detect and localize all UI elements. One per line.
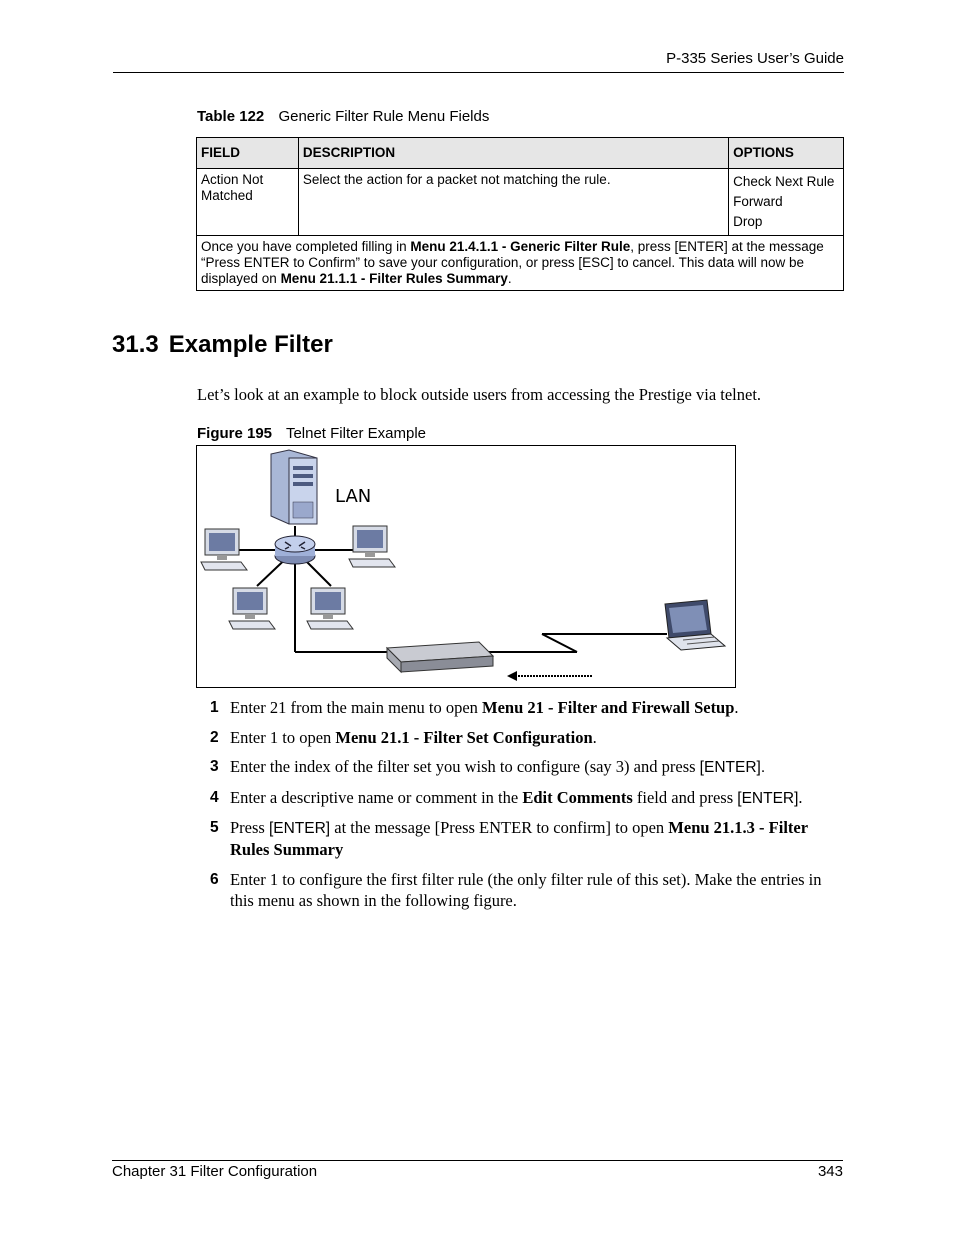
option-item: Drop [733,214,763,229]
step-item [197,697,844,718]
step-text: . [734,698,739,717]
section-title: Example Filter [168,331,333,358]
step-key: [ENTER] [268,820,331,837]
header-description: DESCRIPTION [298,138,728,169]
figure-caption [197,425,426,442]
option-item: Forward [733,194,783,209]
footer-chapter: Chapter 31 Filter Configuration [112,1163,318,1180]
prestige-device-icon [387,642,493,672]
step-text: Enter the index of the filter set you wish to configure (say 3) and press [230,757,700,776]
step-item [197,787,844,809]
step-menu-ref: Menu 21 - Filter and Firewall Setup [482,698,735,717]
step-number: 5 [210,819,219,836]
step-text: . [592,727,597,747]
step-text: at the message [Press ENTER to confirm] to open [330,818,669,837]
step-text: field and press [632,787,738,807]
step-key: [ENTER]. [699,759,766,776]
step-key: [ENTER] [737,789,799,807]
cell-options [729,169,844,236]
lan-pc-icon [349,526,395,567]
step-item [197,869,844,911]
option-item: Check Next Rule [733,174,835,189]
laptop-icon [665,600,725,650]
running-header: P-335 Series User’s Guide [113,50,844,73]
intro-paragraph: Let’s look at an example to block outside users from accessing the Prestige via telnet. [197,385,762,404]
step-menu-ref: Menu 21.1.3 - Filter Rules Summary [230,818,808,859]
table-note-row [197,236,844,291]
step-text: Press [230,818,269,837]
telnet-filter-figure [196,445,736,688]
table-caption-number: Table 122 [197,108,265,125]
lan-pc-icon [307,588,353,629]
table-caption [197,108,489,125]
step-menu-ref: Menu 21.1 - Filter Set Configuration [335,727,593,747]
step-item [197,756,844,778]
note-menu-ref: Menu 21.1.1 - Filter Rules Summary [280,271,508,286]
cell-description: Select the action for a packet not matching the rule. [298,169,728,236]
note-text: , press [ENTER] at the message “Press ENTER to Confirm” to save your configuration, or press [ESC] to cancel. This data will now be displayed on [201,239,824,286]
note-menu-ref: Menu 21.4.1.1 - Generic Filter Rule [410,239,631,254]
table-caption-text: Generic Filter Rule Menu Fields [278,108,490,125]
table-header-row [197,138,844,169]
step-number: 1 [210,699,219,716]
step-text: Enter 21 from the main menu to open [230,698,483,717]
page-footer [112,1160,843,1180]
section-number: 31.3 [112,331,159,358]
section-heading [112,331,333,359]
router-icon [275,536,315,564]
step-item [197,727,844,748]
step-number: 6 [210,870,219,888]
footer-page-number: 343 [817,1163,843,1180]
step-field-ref: Edit Comments [522,787,633,807]
step-number: 3 [210,758,219,775]
step-number: 2 [210,728,219,746]
table-note [197,236,844,291]
cell-field: Action Not Matched [197,169,299,236]
generic-filter-rule-table [196,137,844,291]
header-options: OPTIONS [729,138,844,169]
note-text: Once you have completed filling in [201,239,411,254]
lan-label: LAN [335,486,372,507]
network-diagram [197,446,737,689]
blocked-arrow-icon [507,671,593,681]
step-text: Enter a descriptive name or comment in the [230,787,523,807]
figure-caption-number: Figure 195 [197,425,273,442]
figure-caption-text: Telnet Filter Example [285,425,426,442]
server-icon [271,450,317,524]
table-row [197,169,844,236]
note-text: . [507,271,512,286]
step-number: 4 [210,788,219,806]
step-item [197,817,844,860]
step-text: . [798,787,803,807]
steps-list [197,697,844,919]
step-text: Enter 1 to open [230,727,336,747]
step-text: Enter 1 to configure the first filter rule (the only filter rule of this set). Make the entries in this menu as shown in the following figure. [230,869,822,910]
lan-pc-icon [229,588,275,629]
header-field: FIELD [197,138,299,169]
